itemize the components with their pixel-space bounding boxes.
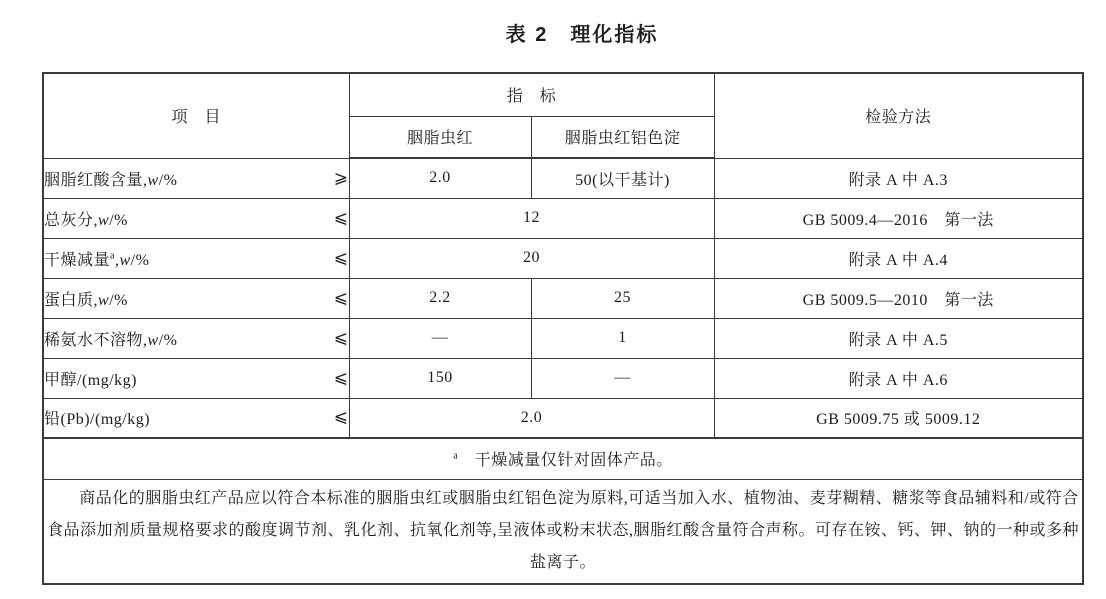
test-method: GB 5009.5—2010 第一法 [714, 278, 1083, 318]
table-row [43, 198, 1083, 238]
test-method: GB 5009.75 或 5009.12 [714, 398, 1083, 438]
value-carmine: — [349, 318, 531, 358]
item-name: 铅(Pb)/(mg/kg) [44, 411, 151, 429]
header-item: 项 目 [43, 73, 349, 158]
table-row [43, 278, 1083, 318]
table-row [43, 318, 1083, 358]
table-row [43, 238, 1083, 278]
test-method: 附录 A 中 A.4 [714, 238, 1083, 278]
item-name: 胭脂红酸含量,w/% [44, 171, 178, 189]
item-name: 总灰分,w/% [44, 211, 128, 229]
comparison-operator: ⩽ [333, 367, 349, 388]
value-carmine: 2.0 [349, 158, 531, 198]
table-row [43, 158, 1083, 198]
comparison-operator: ⩽ [333, 287, 349, 308]
value-lake: 25 [531, 278, 714, 318]
item-name: 干燥减量$^a$,w/% [44, 250, 150, 269]
footnote-marker: a [453, 450, 459, 462]
value-merged: 20 [349, 238, 714, 278]
physicochemical-table [42, 72, 1084, 585]
note-paragraph: 商品化的胭脂虫红产品应以符合本标准的胭脂虫红或胭脂虫红铝色淀为原料,可适当加入水、植物油、麦芽糊精、糖浆等食品辅料和/或符合食品添加剂质量规格要求的酸度调节剂、乳化剂、抗氧化剂等,呈液体或粉末状态,胭脂红酸含量符合声称。可存在铵、钙、钾、钠的一种或多种盐离子。 [43, 479, 1083, 584]
test-method: GB 5009.4—2016 第一法 [714, 198, 1083, 238]
note-row [43, 479, 1083, 584]
table-row [43, 398, 1083, 438]
header-method: 检验方法 [714, 73, 1083, 158]
comparison-operator: ⩽ [333, 207, 349, 228]
header-carmine-lake: 胭脂虫红铝色淀 [531, 116, 714, 158]
item-name: 蛋白质,w/% [44, 291, 128, 309]
value-lake: — [531, 358, 714, 398]
value-lake: 1 [531, 318, 714, 358]
value-lake: 50(以干基计) [531, 158, 714, 198]
test-method: 附录 A 中 A.6 [714, 358, 1083, 398]
page-title: 表 2 理化指标 [505, 24, 659, 46]
comparison-operator: ⩽ [333, 407, 349, 428]
value-merged: 12 [349, 198, 714, 238]
header-carmine: 胭脂虫红 [349, 116, 531, 158]
test-method: 附录 A 中 A.3 [714, 158, 1083, 198]
footnote-text: 干燥减量仅针对固体产品。 [474, 452, 673, 470]
comparison-operator: ⩽ [333, 327, 349, 348]
test-method: 附录 A 中 A.5 [714, 318, 1083, 358]
item-name: 甲醇/(mg/kg) [44, 371, 137, 389]
comparison-operator: ⩽ [333, 247, 349, 268]
value-carmine: 150 [349, 358, 531, 398]
value-carmine: 2.2 [349, 278, 531, 318]
footnote-marker: a [110, 250, 115, 262]
item-name: 稀氨水不溶物,w/% [44, 331, 178, 349]
comparison-operator: ⩾ [333, 167, 349, 188]
header-row-1 [43, 73, 1083, 116]
header-indicator: 指 标 [349, 73, 714, 116]
footnote-row [43, 438, 1083, 479]
table-row [43, 358, 1083, 398]
value-merged: 2.0 [349, 398, 714, 438]
